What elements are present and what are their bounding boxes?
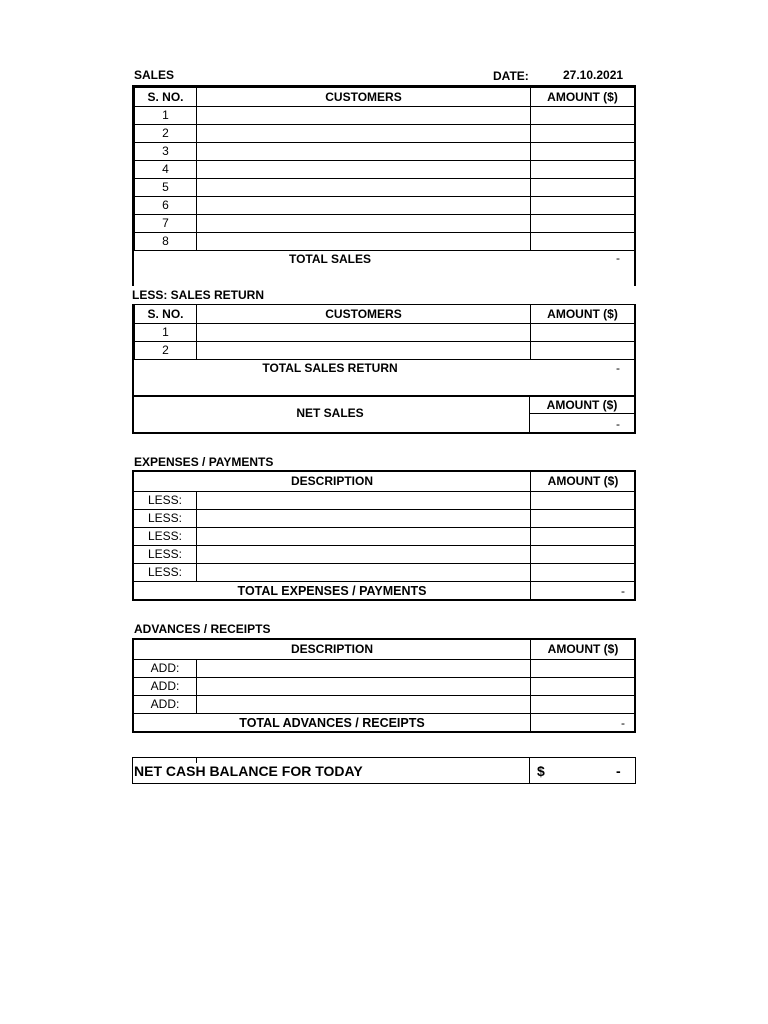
net-sales-value: - [616, 417, 620, 431]
net-cash-label: NET CASH BALANCE FOR TODAY [134, 763, 363, 779]
expense-amount-input[interactable] [530, 545, 635, 564]
amount-input[interactable] [530, 214, 635, 233]
row-number: 6 [134, 196, 197, 215]
amount-input[interactable] [530, 341, 635, 360]
advance-description-input[interactable] [196, 695, 531, 714]
expense-amount-input[interactable] [530, 509, 635, 528]
expense-description-input[interactable] [196, 527, 531, 546]
expense-row-label: LESS: [134, 491, 197, 510]
col-header-amount: AMOUNT ($) [530, 87, 635, 107]
amount-input[interactable] [530, 323, 635, 342]
amount-input[interactable] [530, 106, 635, 125]
expenses-table [132, 470, 636, 601]
advance-amount-input[interactable] [530, 677, 635, 696]
expense-description-input[interactable] [196, 491, 531, 510]
row-number: 4 [134, 160, 197, 179]
advance-row-label: ADD: [134, 695, 197, 714]
col-header-description: DESCRIPTION [134, 640, 531, 660]
expense-row-label: LESS: [134, 527, 197, 546]
expense-amount-input[interactable] [530, 491, 635, 510]
row-number: 1 [134, 106, 197, 125]
total-sales-label: TOTAL SALES [288, 252, 371, 266]
net-cash-divider [529, 757, 530, 784]
amount-input[interactable] [530, 178, 635, 197]
expense-amount-input[interactable] [530, 563, 635, 582]
advances-title: ADVANCES / RECEIPTS [134, 622, 271, 636]
row-number: 2 [134, 124, 197, 143]
col-header-customers: CUSTOMERS [196, 304, 531, 324]
col-header-amount: AMOUNT ($) [530, 304, 635, 324]
net-cash-value: - [616, 763, 621, 779]
customer-input[interactable] [196, 214, 531, 233]
row-number: 2 [134, 341, 197, 360]
customer-input[interactable] [196, 142, 531, 161]
sales-return-title: LESS: SALES RETURN [132, 288, 265, 302]
total-sales-return-value: - [616, 361, 620, 375]
expense-description-input[interactable] [196, 509, 531, 528]
expense-row-label: LESS: [134, 563, 197, 582]
net-sales-amount-header: AMOUNT ($) [546, 398, 618, 412]
sales-table [132, 85, 636, 251]
expense-total-label: TOTAL EXPENSES / PAYMENTS [134, 581, 531, 601]
customer-input[interactable] [196, 124, 531, 143]
net-sales-hline [529, 413, 636, 414]
customer-input[interactable] [196, 196, 531, 215]
col-header-amount: AMOUNT ($) [530, 472, 635, 492]
customer-input[interactable] [196, 160, 531, 179]
expense-total-value: - [530, 581, 635, 601]
net-cash-currency: $ [537, 763, 545, 779]
amount-input[interactable] [530, 196, 635, 215]
advance-amount-input[interactable] [530, 659, 635, 678]
row-number: 3 [134, 142, 197, 161]
net-sales-label: NET SALES [296, 406, 364, 420]
customer-input[interactable] [196, 323, 531, 342]
sales-return-table [132, 304, 636, 360]
advance-description-input[interactable] [196, 677, 531, 696]
expense-description-input[interactable] [196, 563, 531, 582]
col-header-description: DESCRIPTION [134, 472, 531, 492]
col-header-amount: AMOUNT ($) [530, 640, 635, 660]
row-number: 1 [134, 323, 197, 342]
total-sales-value: - [616, 251, 620, 265]
expenses-title: EXPENSES / PAYMENTS [134, 455, 274, 469]
amount-input[interactable] [530, 124, 635, 143]
customer-input[interactable] [196, 178, 531, 197]
expense-row-label: LESS: [134, 545, 197, 564]
date-label: DATE: [493, 69, 529, 83]
col-header-sno: S. NO. [134, 304, 197, 324]
advance-total-label: TOTAL ADVANCES / RECEIPTS [134, 713, 531, 733]
expense-row-label: LESS: [134, 509, 197, 528]
row-number: 7 [134, 214, 197, 233]
advances-table [132, 638, 636, 733]
advance-row-label: ADD: [134, 677, 197, 696]
customer-input[interactable] [196, 341, 531, 360]
advance-row-label: ADD: [134, 659, 197, 678]
row-number: 8 [134, 232, 197, 251]
advance-description-input[interactable] [196, 659, 531, 678]
customer-input[interactable] [196, 106, 531, 125]
row-number: 5 [134, 178, 197, 197]
sales-title: SALES [134, 68, 175, 82]
advance-total-value: - [530, 713, 635, 733]
expense-amount-input[interactable] [530, 527, 635, 546]
col-header-sno: S. NO. [134, 87, 197, 107]
amount-input[interactable] [530, 142, 635, 161]
total-sales-return-label: TOTAL SALES RETURN [262, 361, 398, 375]
date-value: 27.10.2021 [563, 68, 624, 82]
expense-description-input[interactable] [196, 545, 531, 564]
advance-amount-input[interactable] [530, 695, 635, 714]
amount-input[interactable] [530, 160, 635, 179]
col-header-customers: CUSTOMERS [196, 87, 531, 107]
